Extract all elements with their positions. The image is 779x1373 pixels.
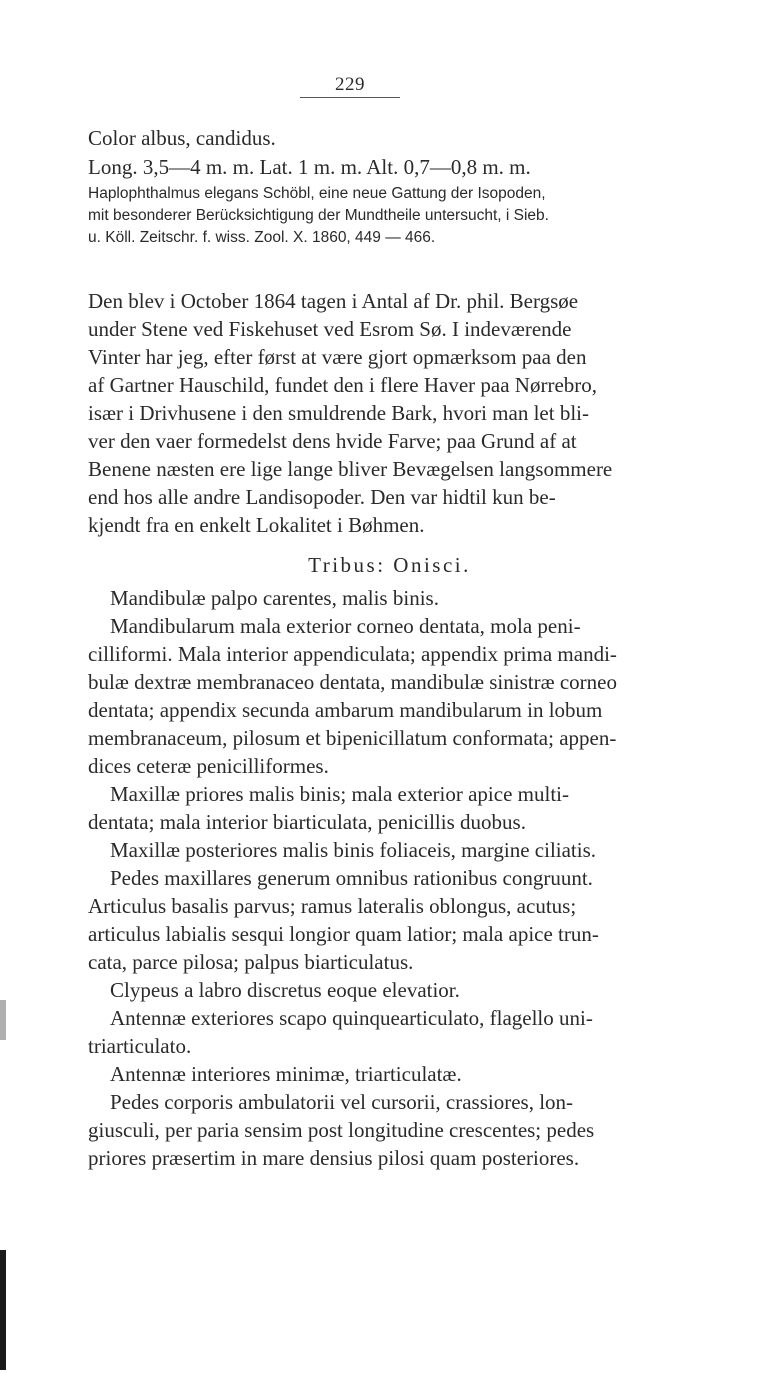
diagnosis-line: Mandibularum mala exterior corneo dentata, mola peni-: [110, 614, 581, 638]
diagnosis-line: giusculi, per paria sensim post longitudine crescentes; pedes: [88, 1118, 595, 1142]
description-line: kjendt fra en enkelt Lokalitet i Bøhmen.: [88, 513, 425, 537]
diagnosis-line: triarticulato.: [88, 1034, 192, 1058]
diagnosis-line: cata, parce pilosa; palpus biarticulatus.: [88, 950, 414, 974]
diagnosis-line: dentata; appendix secunda ambarum mandibularum in lobum: [88, 698, 603, 722]
reference-line: mit besonderer Berücksichtigung der Mundtheile untersucht, i Sieb.: [88, 207, 549, 224]
diagnosis-line: Pedes maxillares generum omnibus rationibus congruunt.: [110, 866, 593, 890]
diagnosis-line: Antennæ interiores minimæ, triarticulatæ.: [110, 1062, 462, 1086]
diagnosis-line: Articulus basalis parvus; ramus lateralis oblongus, acutus;: [88, 894, 577, 918]
description-line: især i Drivhusene i den smuldrende Bark, hvori man let bli-: [88, 401, 589, 425]
intro-block: [88, 126, 758, 180]
diagnosis-line: cilliformi. Mala interior appendiculata; appendix prima mandi-: [88, 642, 617, 666]
diagnosis-line: Maxillæ posteriores malis binis foliaceis, margine ciliatis.: [110, 838, 597, 862]
diagnosis-line: bulæ dextræ membranaceo dentata, mandibulæ sinistræ corneo: [88, 670, 617, 694]
diagnosis-line: Clypeus a labro discretus eoque elevatior.: [110, 978, 460, 1002]
diagnosis-line: dices ceteræ penicilliformes.: [88, 754, 329, 778]
scan-edge-mark: [0, 1000, 6, 1040]
description-line: Vinter har jeg, efter først at være gjort opmærksom paa den: [88, 345, 587, 369]
page-number: 229: [300, 74, 400, 98]
reference-line: u. Köll. Zeitschr. f. wiss. Zool. X. 1860, 449 — 466.: [88, 229, 436, 246]
diagnosis-line: Antennæ exteriores scapo quinquearticulato, flagello uni-: [110, 1006, 593, 1030]
diagnosis-line: dentata; mala interior biarticulata, penicillis duobus.: [88, 810, 526, 834]
description-line: end hos alle andre Landisopoder. Den var hidtil kun be-: [88, 485, 556, 509]
description-line: under Stene ved Fiskehuset ved Esrom Sø. I indeværende: [88, 317, 572, 341]
description-line: ver den vaer formedelst dens hvide Farve; paa Grund af at: [88, 429, 577, 453]
description-line: Benene næsten ere lige lange bliver Bevægelsen langsommere: [88, 457, 613, 481]
tribus-heading: Tribus: Onisci.: [308, 553, 471, 577]
reference-block: [88, 183, 758, 249]
scan-edge-mark: [0, 1250, 6, 1370]
diagnosis-line: Maxillæ priores malis binis; mala exterior apice multi-: [110, 782, 569, 806]
description-line: Den blev i October 1864 tagen i Antal af Dr. phil. Bergsøe: [88, 289, 579, 313]
description-line: af Gartner Hauschild, fundet den i flere Haver paa Nørrebro,: [88, 373, 598, 397]
diagnosis-line: Mandibulæ palpo carentes, malis binis.: [110, 586, 439, 610]
diagnosis-line: priores præsertim in mare densius pilosi quam posteriores.: [88, 1146, 580, 1170]
reference-line: Haplophthalmus elegans Schöbl, eine neue Gattung der Isopoden,: [88, 185, 546, 202]
diagnosis-line: articulus labialis sesqui longior quam latior; mala apice trun-: [88, 922, 599, 946]
measures-line: Long. 3,5—4 m. m. Lat. 1 m. m. Alt. 0,7—0,8 m. m.: [88, 155, 531, 179]
diagnosis-line: Pedes corporis ambulatorii vel cursorii, crassiores, lon-: [110, 1090, 574, 1114]
diagnosis-line: membranaceum, pilosum et bipenicillatum conformata; appen-: [88, 726, 617, 750]
color-line: Color albus, candidus.: [88, 126, 276, 150]
description-paragraph: [88, 287, 758, 539]
diagnosis-block: [88, 584, 758, 1172]
